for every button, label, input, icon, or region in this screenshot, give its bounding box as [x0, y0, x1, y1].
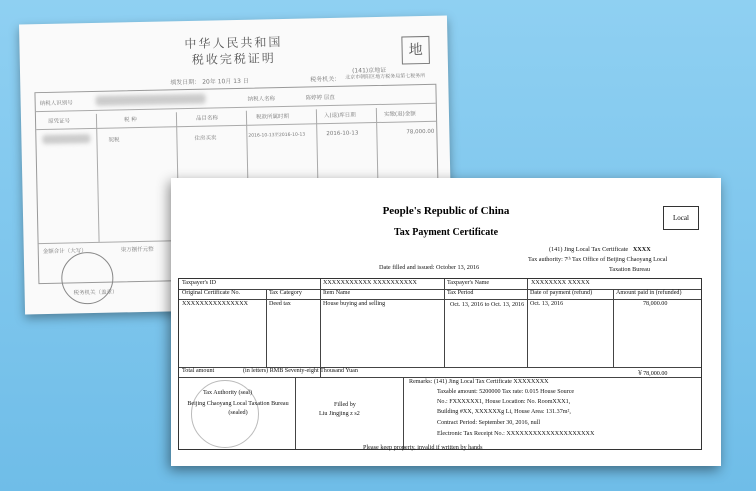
cn-col-line	[96, 114, 100, 242]
cn-total-value: 柒万捌仟元整	[120, 246, 154, 254]
cell-date: Oct. 13, 2016	[530, 301, 564, 307]
cn-header: 品目名称	[195, 115, 219, 122]
seal-name: Beijing Chaoyang Local Taxation Bureau (sealed)	[187, 401, 289, 416]
cert-number: (141) Jing Local Tax Certificate XXXX	[549, 246, 651, 253]
authority-line2: Taxation Bureau	[609, 266, 650, 273]
redacted-id	[96, 94, 206, 106]
remark-line: Building #XX, XXXXXXg Li, House Area: 131.37m²,	[437, 409, 571, 415]
cell-amount: 78,000.00	[643, 301, 668, 307]
col-line	[320, 279, 321, 377]
cn-header: 实缴(退)金额	[383, 111, 416, 118]
remark-line: No.: FXXXXXX1, House Location: No. RoomXXX1,	[437, 399, 571, 405]
cn-header: 税款所属时期	[255, 113, 290, 121]
cn-taxpayer-id-label: 纳税人识别号	[39, 100, 73, 108]
total-words: (in letters) RMB Seventy-eight Thousand Yuan	[243, 368, 358, 374]
doc-subtitle: Tax Payment Certificate	[393, 227, 499, 238]
cn-cell: 契税	[108, 137, 120, 144]
header-category: Tax Category	[269, 290, 302, 296]
cell-cert-no: XXXXXXXXXXXXXXX	[182, 301, 249, 307]
remark-line: Taxable amount: 5200000 Tax rate: 0.015 House Source	[437, 389, 575, 395]
seal-label: Tax Authority (seal)	[203, 390, 252, 396]
header-period: Tax Period	[447, 290, 474, 296]
footer-note: Please keep property, invalid if written by hands	[363, 444, 483, 451]
taxpayer-id-value: XXXXXXXXXXX XXXXXXXXXX	[323, 280, 417, 286]
cn-cell: 2016-10-13至2016-10-13	[248, 132, 306, 139]
filled-by-name: Liu Jingjing z s2	[319, 411, 360, 417]
remark-line: Electronic Tax Receipt No.: XXXXXXXXXXXXXXXXXXXX	[437, 431, 595, 437]
cn-header: 原凭证号	[47, 118, 71, 125]
col-line	[444, 279, 445, 367]
cn-cell: 2016-10-13	[326, 130, 359, 138]
cn-subtitle: 税收完税证明	[191, 51, 276, 67]
header-cert-no: Original Certificate No.	[182, 290, 241, 296]
cn-total-label: 金额合计（大写）	[42, 248, 87, 256]
total-label: Total amount	[182, 368, 215, 374]
cell-period: Oct. 13, 2016 to Oct. 13, 2016	[450, 302, 525, 308]
cn-stamp	[61, 252, 114, 305]
col-line	[266, 289, 267, 367]
date-filled: Date filled and issued: October 13, 2016	[379, 264, 480, 271]
col-line	[403, 377, 404, 449]
header-amount: Amount paid in (refunded)	[616, 290, 682, 296]
row-line	[179, 377, 701, 378]
cell-item: House buying and selling	[323, 301, 386, 307]
col-line	[295, 377, 296, 449]
header-date: Date of payment (refund)	[530, 290, 593, 296]
cn-tax-office-label: 税务机关：	[310, 75, 341, 84]
cn-title: 中华人民共和国	[184, 35, 283, 52]
authority-line1: Tax authority: 7ᵗʰ Tax Office of Beijing Chaoyang Local	[528, 256, 668, 263]
remark-line: Remarks: (141) Jing Local Tax Certificate XXXXXXXX	[409, 379, 549, 385]
cn-stamp-label: 税务机关（盖章）	[73, 289, 118, 297]
local-box: Local	[663, 206, 699, 230]
total-value: ￥78,000.00	[637, 371, 668, 377]
certificate-table	[178, 278, 702, 450]
cn-cell: 78,000.00	[406, 128, 435, 136]
row-line	[179, 299, 701, 300]
cn-taxpayer-name-label: 纳税人名称	[247, 96, 276, 103]
cn-office-name: 北京市朝阳区地方税务局第七税务所	[345, 73, 426, 81]
doc-title: People's Republic of China	[382, 205, 510, 217]
cn-header: 税 种	[123, 117, 137, 124]
cn-cert-no: (141)京地证	[351, 66, 387, 75]
col-line	[613, 289, 614, 367]
taxpayer-id-label: Taxpayer's ID	[182, 280, 217, 286]
cn-header: 入(退)库日期	[323, 112, 356, 120]
cn-date-line: 填发日期： 20年 10月 13 日	[170, 77, 249, 87]
remark-line: Contract Period: September 30, 2016, null	[437, 420, 541, 426]
cn-mark-box: 地	[401, 36, 430, 65]
taxpayer-name-label: Taxpayer's Name	[447, 280, 490, 286]
header-item: Item Name	[323, 290, 351, 296]
cn-cell: 住房买卖	[194, 135, 217, 142]
english-tax-certificate	[171, 178, 721, 466]
col-line	[527, 279, 528, 367]
cell-category: Deed tax	[269, 301, 291, 307]
taxpayer-name-value: XXXXXXXX XXXXX	[531, 280, 590, 286]
cn-taxpayer-name: 陈婷婷 层直	[305, 94, 335, 102]
filled-by-label: Filled by	[334, 402, 356, 408]
redacted-cert	[42, 134, 90, 144]
